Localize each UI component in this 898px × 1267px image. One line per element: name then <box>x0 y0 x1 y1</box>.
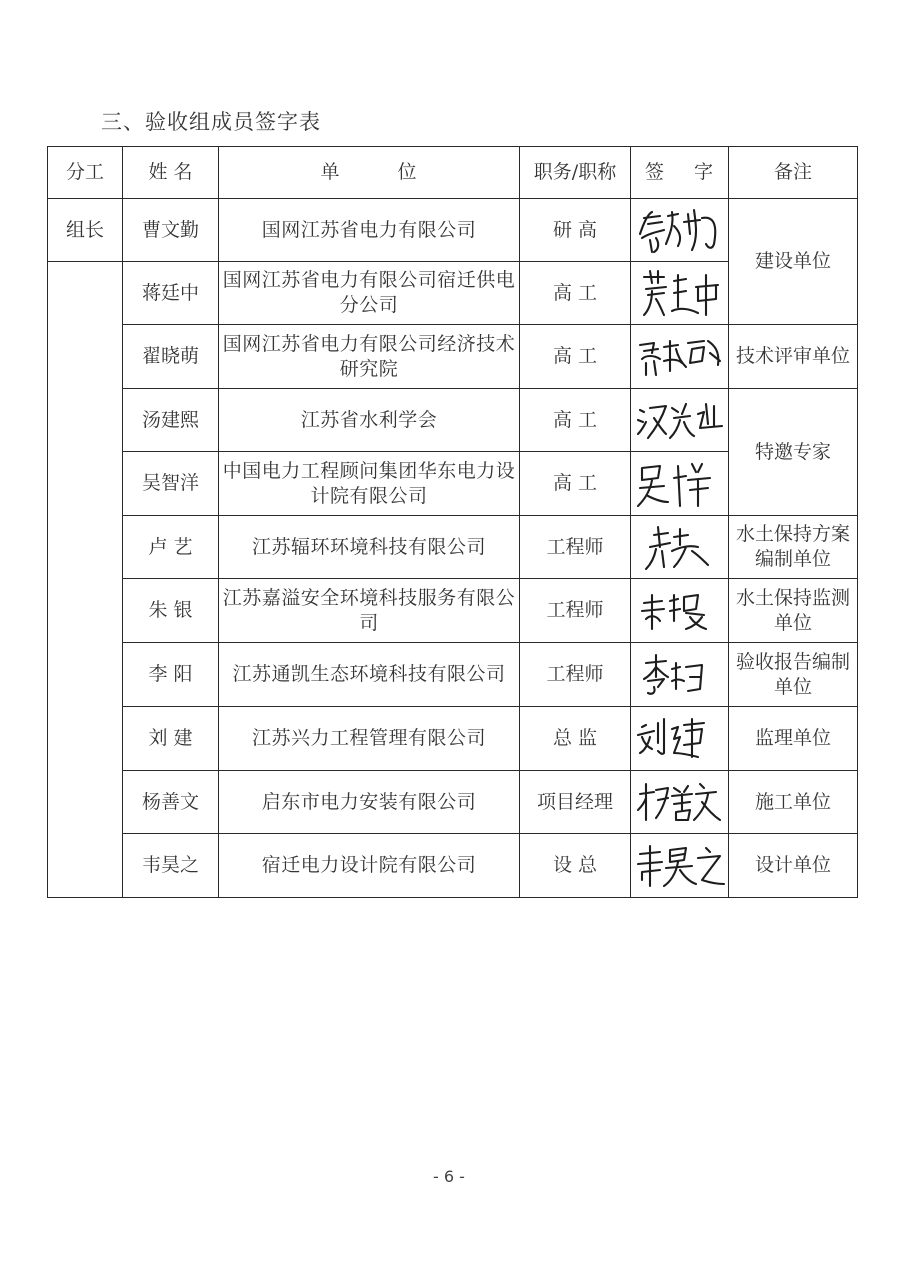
signature-cell <box>631 389 729 452</box>
handwritten-signature <box>634 331 726 383</box>
note-cell: 技术评审单位 <box>729 325 858 389</box>
name-cell: 汤建熙 <box>123 389 219 452</box>
signature-cell <box>631 834 729 898</box>
page-number: - 6 - <box>433 1167 465 1186</box>
note-cell: 水土保持监测单位 <box>729 579 858 643</box>
table-row <box>48 579 858 643</box>
handwritten-signature <box>634 585 726 637</box>
name-cell: 卢 艺 <box>123 516 219 579</box>
name-cell: 吴智洋 <box>123 452 219 516</box>
handwritten-signature <box>634 458 726 510</box>
header-note: 备注 <box>729 147 858 199</box>
handwritten-signature <box>634 776 726 828</box>
table-row <box>48 771 858 834</box>
name-cell: 翟晓萌 <box>123 325 219 389</box>
title-cell: 高 工 <box>520 262 631 325</box>
signature-cell <box>631 199 729 262</box>
handwritten-signature <box>634 204 726 256</box>
table-row <box>48 325 858 389</box>
signature-cell <box>631 707 729 771</box>
signature-cell <box>631 325 729 389</box>
name-cell: 朱 银 <box>123 579 219 643</box>
header-role: 分工 <box>48 147 123 199</box>
title-cell: 工程师 <box>520 643 631 707</box>
table-row <box>48 707 858 771</box>
name-cell: 曹文勤 <box>123 199 219 262</box>
header-row <box>48 147 858 199</box>
signature-table <box>47 146 858 898</box>
handwritten-signature <box>634 267 726 319</box>
title-cell: 高 工 <box>520 452 631 516</box>
note-cell: 监理单位 <box>729 707 858 771</box>
header-title: 职务/职称 <box>520 147 631 199</box>
note-cell: 建设单位 <box>729 199 858 325</box>
note-cell: 特邀专家 <box>729 389 858 516</box>
handwritten-signature <box>634 840 726 892</box>
role-cell: 组长 <box>48 199 123 262</box>
title-cell: 总 监 <box>520 707 631 771</box>
title-cell: 项目经理 <box>520 771 631 834</box>
title-cell: 高 工 <box>520 325 631 389</box>
name-cell: 刘 建 <box>123 707 219 771</box>
unit-cell: 中国电力工程顾问集团华东电力设计院有限公司 <box>219 452 520 516</box>
signature-cell <box>631 452 729 516</box>
title-cell: 工程师 <box>520 579 631 643</box>
unit-cell: 国网江苏省电力有限公司 <box>219 199 520 262</box>
unit-cell: 国网江苏省电力有限公司宿迁供电分公司 <box>219 262 520 325</box>
handwritten-signature <box>634 521 726 573</box>
handwritten-signature <box>634 394 726 446</box>
unit-cell: 江苏通凯生态环境科技有限公司 <box>219 643 520 707</box>
signature-cell <box>631 516 729 579</box>
name-cell: 蒋廷中 <box>123 262 219 325</box>
unit-cell: 江苏辐环环境科技有限公司 <box>219 516 520 579</box>
handwritten-signature <box>634 713 726 765</box>
title-cell: 高 工 <box>520 389 631 452</box>
table-row <box>48 643 858 707</box>
handwritten-signature <box>634 649 726 701</box>
table-row <box>48 389 858 452</box>
header-name: 姓 名 <box>123 147 219 199</box>
signature-cell <box>631 262 729 325</box>
header-unit: 单 位 <box>219 147 520 199</box>
table-row <box>48 834 858 898</box>
note-cell: 设计单位 <box>729 834 858 898</box>
unit-cell: 江苏嘉溢安全环境科技服务有限公司 <box>219 579 520 643</box>
title-cell: 工程师 <box>520 516 631 579</box>
table-row <box>48 516 858 579</box>
header-signature: 签 字 <box>631 147 729 199</box>
table-row <box>48 199 858 262</box>
title-cell: 设 总 <box>520 834 631 898</box>
note-cell: 水土保持方案编制单位 <box>729 516 858 579</box>
title-cell: 研 高 <box>520 199 631 262</box>
note-cell: 施工单位 <box>729 771 858 834</box>
unit-cell: 江苏省水利学会 <box>219 389 520 452</box>
signature-cell <box>631 579 729 643</box>
note-cell: 验收报告编制单位 <box>729 643 858 707</box>
signature-cell <box>631 771 729 834</box>
name-cell: 李 阳 <box>123 643 219 707</box>
unit-cell: 启东市电力安装有限公司 <box>219 771 520 834</box>
unit-cell: 宿迁电力设计院有限公司 <box>219 834 520 898</box>
signature-cell <box>631 643 729 707</box>
name-cell: 杨善文 <box>123 771 219 834</box>
unit-cell: 江苏兴力工程管理有限公司 <box>219 707 520 771</box>
page-heading: 三、验收组成员签字表 <box>101 110 321 134</box>
role-cell-merged <box>48 262 123 898</box>
unit-cell: 国网江苏省电力有限公司经济技术研究院 <box>219 325 520 389</box>
name-cell: 韦昊之 <box>123 834 219 898</box>
